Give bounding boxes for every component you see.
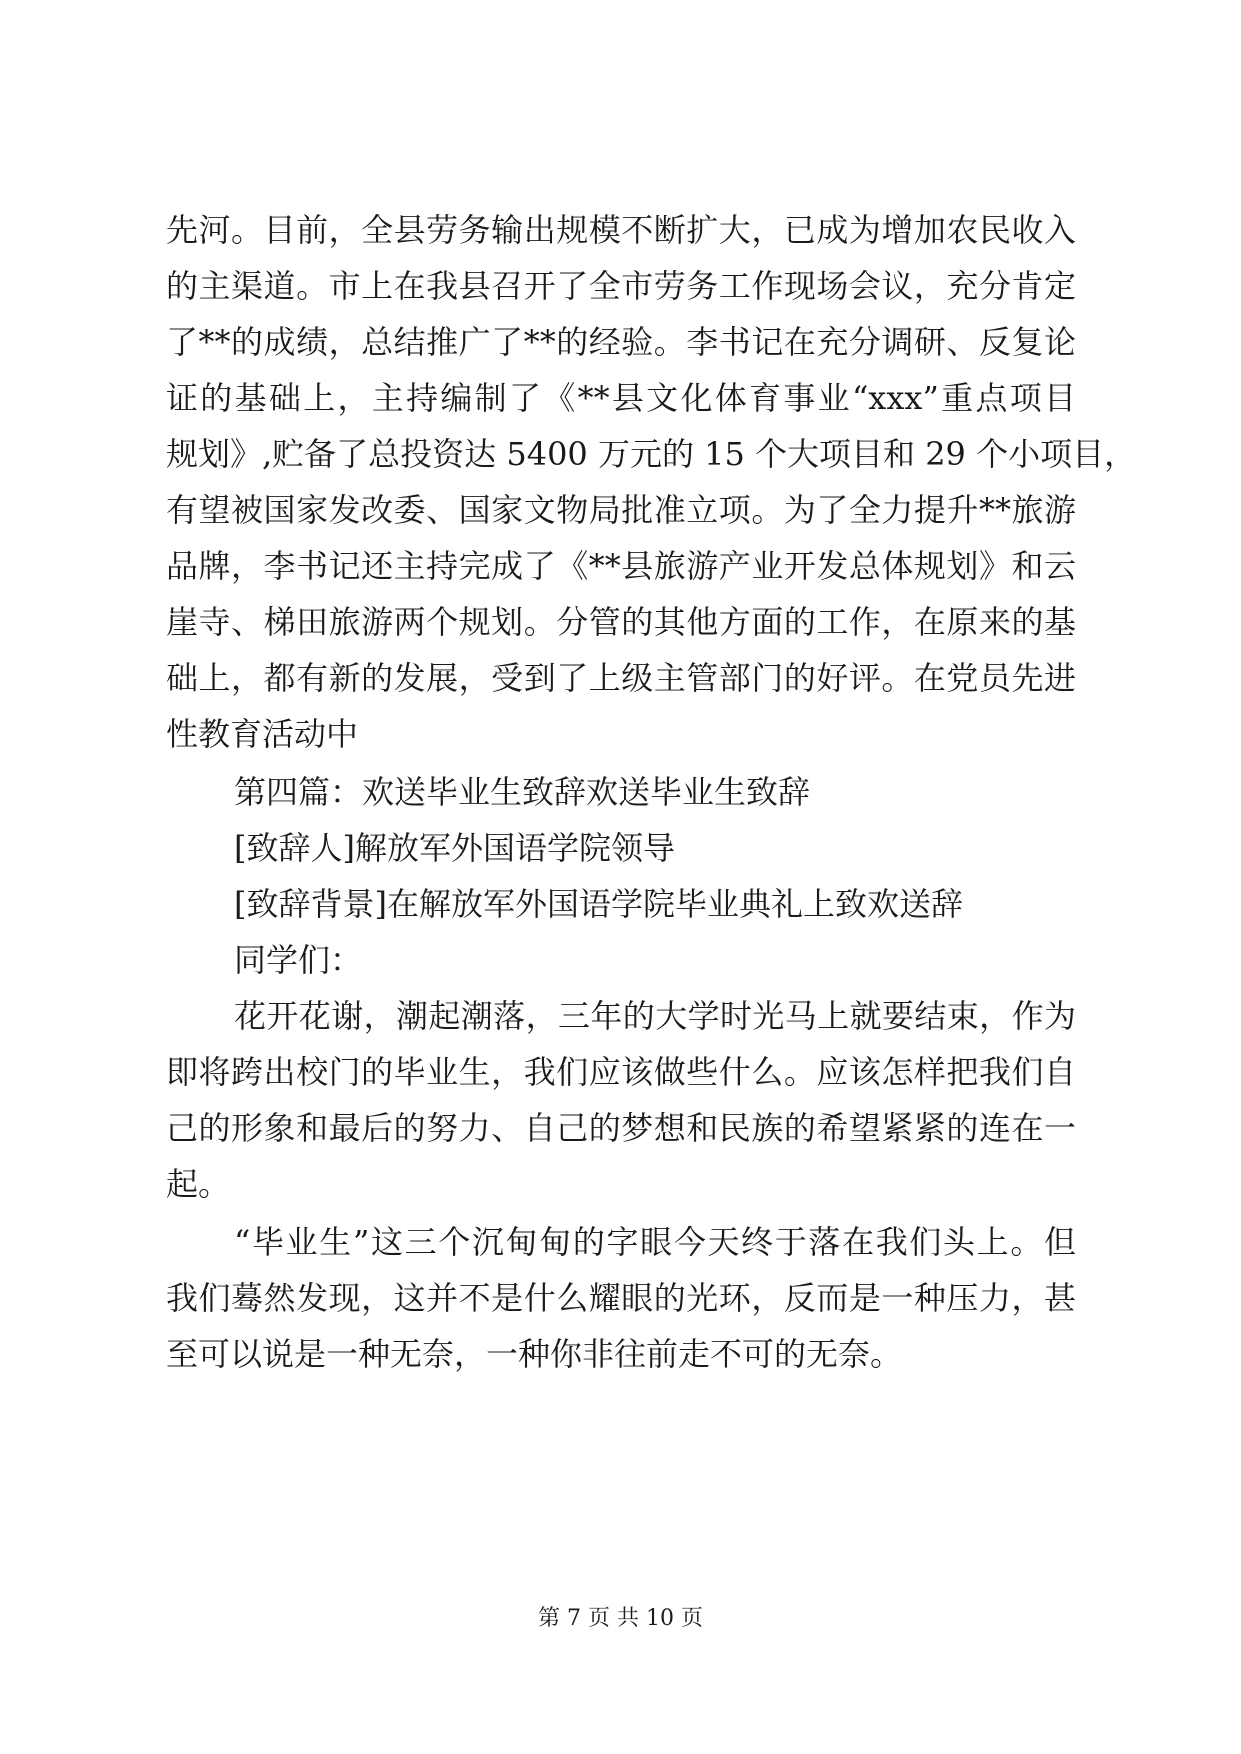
speaker-line: [致辞人]解放军外国语学院领导: [234, 829, 675, 867]
body-text-line: 崖寺、梯田旅游两个规划。分管的其他方面的工作，在原来的基: [166, 603, 1076, 641]
body-text-line: 即将跨出校门的毕业生，我们应该做些什么。应该怎样把我们自: [166, 1053, 1076, 1091]
body-text-line: 的主渠道。市上在我县召开了全市劳务工作现场会议，充分肯定: [166, 267, 1076, 305]
body-text-line: 先河。目前，全县劳务输出规模不断扩大，已成为增加农民收入: [166, 211, 1076, 249]
body-text-line: “毕业生”这三个沉甸甸的字眼今天终于落在我们头上。但: [234, 1223, 1076, 1261]
body-text-line: 了**的成绩，总结推广了**的经验。李书记在充分调研、反复论: [166, 323, 1076, 361]
body-text-line: 础上，都有新的发展，受到了上级主管部门的好评。在党员先进: [166, 659, 1076, 697]
body-text-line: 证的基础上，主持编制了《**县文化体育事业“xxx”重点项目: [166, 379, 1076, 417]
page-footer: 第 7 页 共 10 页: [538, 1606, 703, 1631]
body-text-line: 品牌，李书记还主持完成了《**县旅游产业开发总体规划》和云: [166, 547, 1076, 585]
body-text-line: 花开花谢，潮起潮落，三年的大学时光马上就要结束，作为: [234, 997, 1076, 1035]
body-text-line: 至可以说是一种无奈，一种你非往前走不可的无奈。: [166, 1335, 903, 1373]
body-text-line: 有望被国家发改委、国家文物局批准立项。为了全力提升**旅游: [166, 491, 1076, 529]
section-heading: 第四篇：欢送毕业生致辞欢送毕业生致辞: [234, 773, 811, 811]
background-line: [致辞背景]在解放军外国语学院毕业典礼上致欢送辞: [234, 885, 963, 923]
body-text-line: 我们蓦然发现，这并不是什么耀眼的光环，反而是一种压力，甚: [166, 1279, 1076, 1317]
body-text-line: 己的形象和最后的努力、自己的梦想和民族的希望紧紧的连在一: [166, 1109, 1076, 1147]
salutation-line: 同学们：: [234, 941, 363, 979]
body-text-line: 性教育活动中: [166, 715, 359, 753]
body-text-line: 起。: [166, 1165, 231, 1203]
body-text-line: 规划》,贮备了总投资达 5400 万元的 15 个大项目和 29 个小项目，: [166, 435, 1137, 473]
